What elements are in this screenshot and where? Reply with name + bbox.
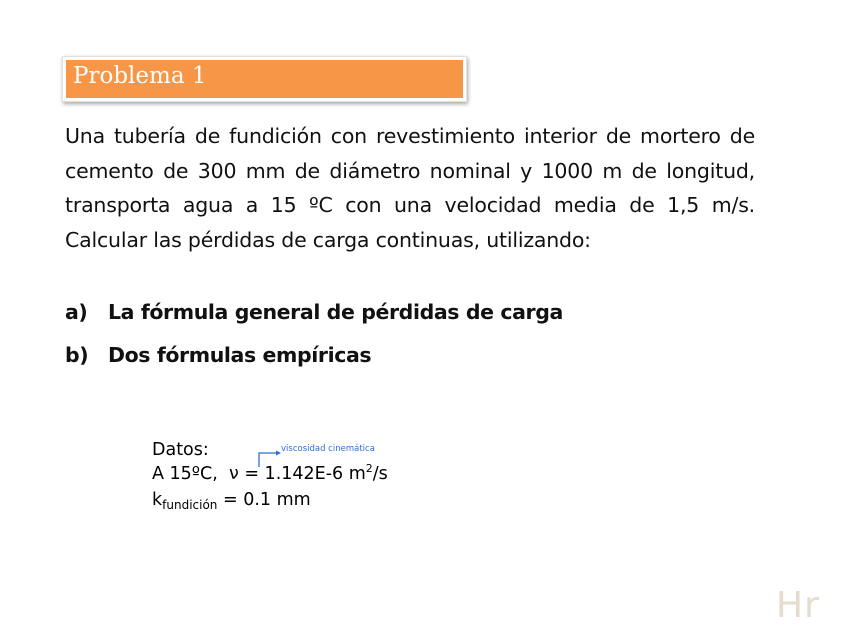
- brand-watermark: Hr: [776, 585, 820, 626]
- datos-heading: Datos:: [152, 440, 209, 460]
- problem-statement: Una tubería de fundición con revestimiento interior de mortero de cemento de 300 mm de diámetro nominal y 1000 m de longitud, transporta agua a 15 ºC con una velocidad media de 1,5 m/s. Calcular las pérdidas de carga continuas, utilizando:: [65, 124, 755, 252]
- k-subscript: fundición: [162, 498, 218, 512]
- title-box: [62, 56, 467, 102]
- nu-symbol: ν: [228, 464, 239, 484]
- nu-unit-exponent: 2: [365, 462, 373, 475]
- list-item-b: [65, 343, 755, 367]
- nu-unit-end: /s: [372, 464, 388, 484]
- k-value: = 0.1 mm: [217, 490, 311, 510]
- list-item-b-text: Dos fórmulas empíricas: [108, 343, 372, 367]
- nu-value: = 1.142E-6 m: [238, 464, 366, 484]
- viscosity-annotation: viscosidad cinemática: [281, 444, 375, 454]
- temperature-prefix: A 15ºC,: [152, 464, 218, 484]
- list-item-b-marker: b): [65, 343, 89, 367]
- roughness-line: [152, 488, 388, 513]
- list-item-a: [65, 300, 755, 324]
- list-item-a-marker: a): [65, 300, 88, 324]
- slide-title: Problema 1: [73, 63, 207, 89]
- k-symbol: k: [152, 490, 163, 510]
- list-item-a-text: La fórmula general de pérdidas de carga: [108, 300, 563, 324]
